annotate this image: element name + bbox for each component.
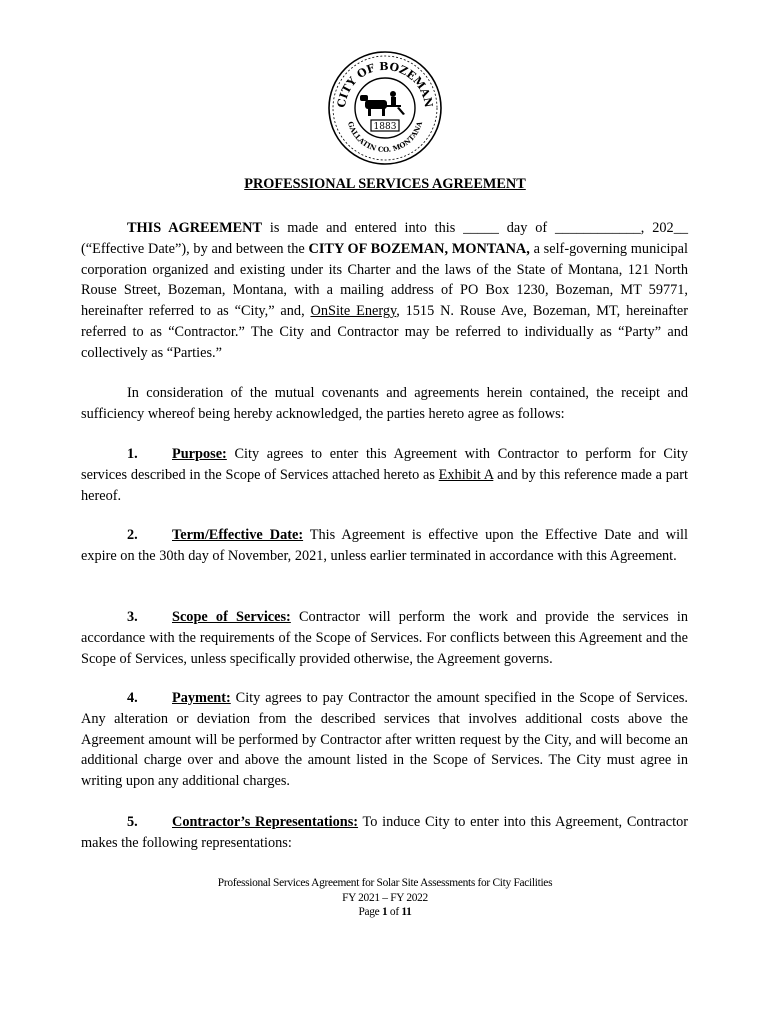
contractor-name: OnSite Energy bbox=[310, 303, 397, 320]
intro-text-3: , 1515 N. Rouse Ave, Bozeman, MT, hereinafter referred to as “Contractor.” The City and Contractor may be referred to individually as “Party” and collectively as “Parties.” bbox=[81, 303, 689, 361]
section-heading: Term/Effective Date: bbox=[172, 527, 304, 543]
page-footer bbox=[0, 876, 770, 920]
page-title: PROFESSIONAL SERVICES AGREEMENT bbox=[244, 176, 526, 192]
seal-county-text: GALLATIN CO. MONTANA bbox=[345, 120, 425, 155]
section-number: 1. bbox=[127, 446, 138, 462]
section-term bbox=[81, 525, 688, 567]
consideration-paragraph bbox=[81, 383, 688, 425]
intro-text-1: is made and entered into this _____ day of ____________, 202__ (“Effective Date”), by and between the bbox=[81, 220, 688, 257]
section-purpose bbox=[81, 444, 688, 506]
footer-title: Professional Services Agreement for Solar Site Assessments for City Facilities bbox=[217, 877, 553, 889]
intro-paragraph bbox=[81, 218, 688, 364]
seal-city-text: CITY OF BOZEMAN bbox=[334, 59, 436, 109]
section-number: 5. bbox=[127, 814, 138, 830]
of-label: of bbox=[387, 906, 402, 919]
city-seal bbox=[327, 50, 443, 166]
intro-text-2: a self-governing municipal corporation organized and existing under its Charter and the laws of the State of Montana, 121 North Rouse Street, Bozeman, Montana, with a mailing address of PO Box 1230, Bozeman, MT 59771, hereinafter referred to as “City,” and, bbox=[81, 240, 688, 320]
page-indicator bbox=[0, 905, 770, 920]
section-text: This Agreement is effective upon the Effective Date and will expire on the 30th day of November, 2021, unless earlier terminated in accordance with this Agreement. bbox=[81, 527, 689, 564]
section-heading: Payment: bbox=[172, 690, 231, 706]
section-representations bbox=[81, 812, 688, 854]
section-text: City agrees to pay Contractor the amount specified in the Scope of Services. Any alteration or deviation from the described services that involves additional costs above the Agreement amount will be performed by Contractor after written request by the City, and will become an additional charge over and above the amount listed in the Scope of Services. The City must agree in writing upon any additional charges. bbox=[81, 690, 688, 790]
section-number: 4. bbox=[127, 690, 138, 706]
footer-fiscal-year: FY 2021 – FY 2022 bbox=[342, 891, 428, 904]
page-label: Page bbox=[358, 906, 382, 919]
exhibit-reference: Exhibit A bbox=[438, 466, 494, 483]
page-number: 1 bbox=[381, 906, 388, 919]
section-text: City agrees to enter this Agreement with Contractor to perform for City services described in the Scope of Services attached hereto as bbox=[81, 446, 688, 483]
section-text: Contractor will perform the work and provide the services in accordance with the requirements of the Scope of Services. For conflicts between this Agreement and the Scope of Services, unless specifically provided otherwise, the Agreement governs. bbox=[81, 609, 688, 667]
section-scope bbox=[81, 607, 688, 669]
section-text: To induce City to enter into this Agreement, Contractor makes the following representations: bbox=[81, 814, 688, 851]
section-heading: Scope of Services: bbox=[172, 609, 291, 625]
city-name: CITY OF BOZEMAN, MONTANA, bbox=[308, 240, 530, 257]
section-heading: Contractor’s Representations: bbox=[172, 814, 359, 830]
section-payment bbox=[81, 688, 688, 792]
section-heading: Purpose: bbox=[172, 446, 227, 462]
total-pages: 11 bbox=[401, 906, 412, 919]
section-number: 2. bbox=[127, 527, 138, 543]
seal-year: 1883 bbox=[373, 122, 397, 132]
section-number: 3. bbox=[127, 609, 138, 625]
intro-lead: THIS AGREEMENT bbox=[127, 220, 262, 236]
section-text-after: and by this reference made a part hereof. bbox=[81, 466, 688, 504]
consideration-text: In consideration of the mutual covenants and agreements herein contained, the receipt and sufficiency whereof being hereby acknowledged, the parties hereto agree as follows: bbox=[81, 385, 688, 422]
